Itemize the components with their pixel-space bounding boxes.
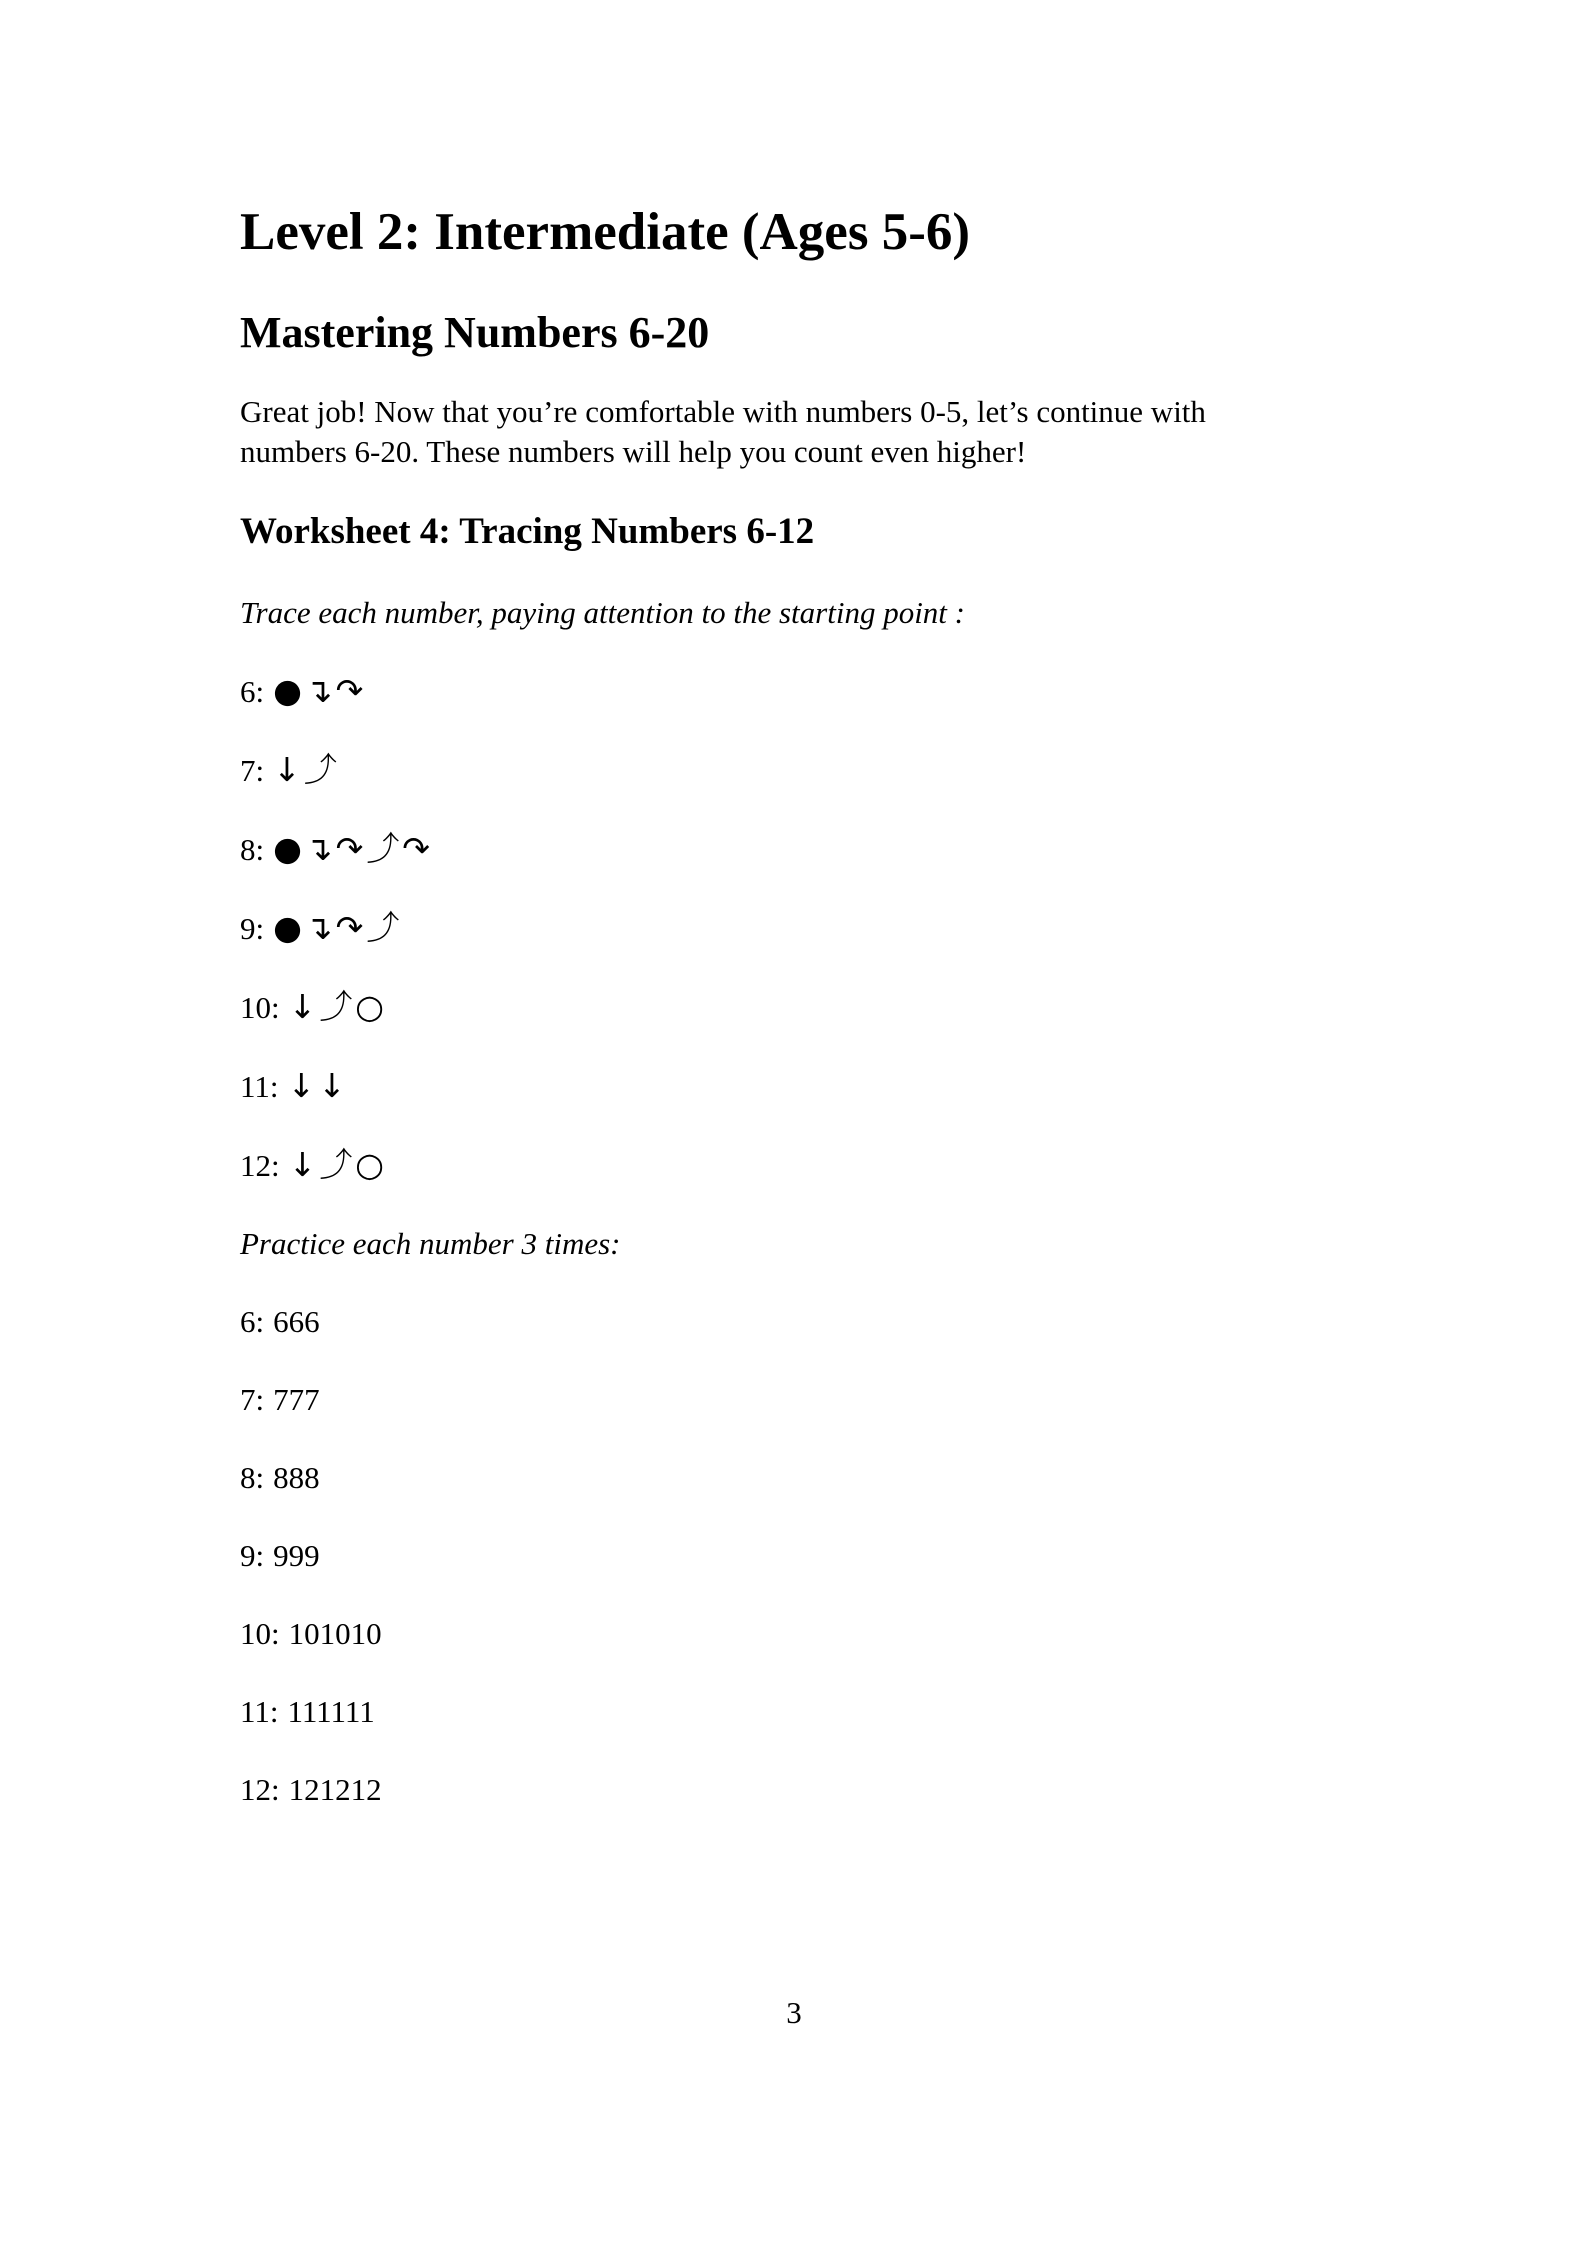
practice-value: 999 [273, 1537, 320, 1573]
practice-number: 12: [240, 1771, 280, 1807]
practice-item [240, 1770, 1330, 1810]
trace-item [240, 750, 1330, 791]
intro-paragraph [240, 392, 1330, 472]
intro-line: Great job! Now that you’re comfortable with numbers 0-5, let’s continue with [240, 394, 1206, 430]
practice-value: 101010 [288, 1615, 382, 1651]
trace-number: 9: [240, 910, 265, 946]
trace-instruction: Trace each number, paying attention to the starting point : [240, 594, 965, 630]
practice-value: 121212 [288, 1771, 382, 1807]
trace-item [240, 987, 1330, 1028]
practice-value: 111111 [287, 1693, 375, 1729]
worksheet-heading: Worksheet 4: Tracing Numbers 6-12 [240, 511, 815, 553]
trace-glyphs: ↓⤴︎○ [288, 1144, 388, 1184]
trace-number: 7: [240, 752, 265, 788]
section-heading: Mastering Numbers 6-20 [240, 307, 710, 357]
practice-value: 666 [273, 1303, 320, 1339]
trace-glyphs: ●↴↷⤴︎ [273, 907, 403, 947]
trace-item [240, 1066, 1330, 1107]
page-title: Level 2: Intermediate (Ages 5-6) [240, 203, 970, 261]
practice-number: 9: [240, 1537, 265, 1573]
trace-number: 11: [240, 1068, 279, 1104]
practice-item [240, 1380, 1330, 1420]
trace-number: 6: [240, 673, 265, 709]
trace-item [240, 908, 1330, 949]
trace-number: 12: [240, 1147, 280, 1183]
practice-number: 11: [240, 1693, 279, 1729]
practice-item [240, 1302, 1330, 1342]
trace-glyphs: ●↴↷⤴︎↷ [273, 828, 433, 868]
trace-item [240, 1145, 1330, 1186]
trace-glyphs: ↓⤴︎○ [288, 986, 388, 1026]
trace-item [240, 671, 1330, 712]
practice-item [240, 1614, 1330, 1654]
practice-number: 7: [240, 1381, 265, 1417]
practice-item [240, 1458, 1330, 1498]
practice-item [240, 1692, 1330, 1732]
practice-item [240, 1536, 1330, 1576]
trace-glyphs: ↓⤴︎ [273, 749, 340, 789]
practice-number: 10: [240, 1615, 280, 1651]
practice-instruction: Practice each number 3 times: [240, 1225, 621, 1261]
trace-glyphs: ↓↓ [287, 1065, 349, 1105]
trace-number: 10: [240, 989, 280, 1025]
trace-glyphs: ●↴↷ [273, 670, 367, 710]
practice-value: 888 [273, 1459, 320, 1495]
practice-number: 8: [240, 1459, 265, 1495]
practice-number: 6: [240, 1303, 265, 1339]
page-number: 3 [786, 1995, 802, 2030]
practice-value: 777 [273, 1381, 320, 1417]
intro-line: numbers 6-20. These numbers will help you count even higher! [240, 434, 1027, 470]
trace-item [240, 829, 1330, 870]
trace-number: 8: [240, 831, 265, 867]
